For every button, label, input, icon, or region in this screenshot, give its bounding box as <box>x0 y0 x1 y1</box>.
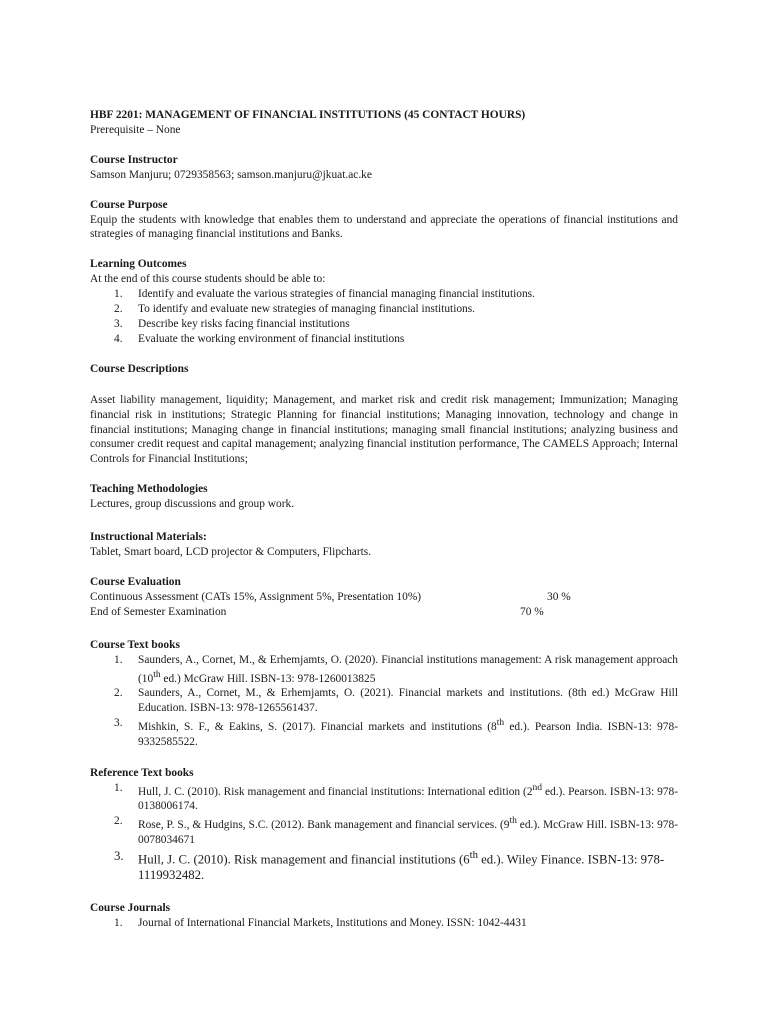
course-outline-page <box>90 108 678 931</box>
instructor-heading: Course Instructor <box>90 153 178 166</box>
citation-text: ed.). Wiley Finance. ISBN-13: 978-1119932482. <box>138 852 665 883</box>
list-number: 3. <box>114 848 124 863</box>
outcomes-heading: Learning Outcomes <box>90 258 187 271</box>
textbooks-list <box>90 653 678 750</box>
list-number: 4. <box>114 332 123 345</box>
citation-text: ed.) McGraw Hill. ISBN-13: 978-1260013825 <box>160 672 376 685</box>
list-item <box>90 716 678 750</box>
materials-heading: Instructional Materials: <box>90 531 207 544</box>
descriptions-text: Asset liability management, liquidity; Management, and market risk and credit risk management; Immunization; Managing financial risk in institutions; Strategic Planning for financial institutions; Managing innovation, technology and change in financial institutions; Managing change in financial institutions; managing small financial institutions; analyzing business and consumer credit request and capital management; analyzing financial institution performance, The CAMELS Approach; Internal Controls for Financial Institutions; <box>90 393 678 466</box>
instructor-text: Samson Manjuru; 0729358563; samson.manjuru@jkuat.ac.ke <box>90 168 372 181</box>
teaching-heading: Teaching Methodologies <box>90 483 208 496</box>
superscript: th <box>153 669 161 680</box>
citation-text: Saunders, A., Cornet, M., & Erhemjamts, O. (2021). Financial markets and institutions. (8th ed.) McGraw Hill Education. ISBN-13: 978-1265561437. <box>138 687 678 715</box>
superscript: nd <box>532 782 543 793</box>
list-item <box>90 287 678 302</box>
list-number: 1. <box>114 781 123 794</box>
citation-text: Mishkin, S. F., & Eakins, S. (2017). Financial markets and institutions (8 <box>138 720 497 733</box>
purpose-heading: Course Purpose <box>90 198 168 211</box>
list-item-text: Journal of International Financial Markets, Institutions and Money. ISSN: 1042-4431 <box>138 916 527 929</box>
list-item-text: To identify and evaluate new strategies of managing financial institutions. <box>138 303 476 316</box>
list-item <box>90 781 678 815</box>
list-item <box>90 848 678 883</box>
course-title: HBF 2201: MANAGEMENT OF FINANCIAL INSTITUTIONS (45 CONTACT HOURS) <box>90 109 526 121</box>
list-number: 1. <box>114 653 123 666</box>
list-number: 3. <box>114 717 123 730</box>
superscript: th <box>469 849 478 861</box>
list-item <box>90 653 678 687</box>
list-item-text: Evaluate the working environment of financial institutions <box>138 332 405 345</box>
citation-text: Hull, J. C. (2010). Risk management and financial institutions (6 <box>138 852 470 867</box>
list-number: 2. <box>114 687 123 700</box>
list-number: 3. <box>114 317 123 330</box>
evaluation-value: 70 % <box>520 605 544 618</box>
evaluation-heading: Course Evaluation <box>90 575 181 588</box>
evaluation-label: Continuous Assessment (CATs 15%, Assignment 5%, Presentation 10%) <box>90 590 422 603</box>
evaluation-value: 30 % <box>547 590 571 603</box>
citation-text: Rose, P. S., & Hudgins, S.C. (2012). Bank management and financial services. (9 <box>138 819 510 831</box>
evaluation-row-exam <box>90 605 678 620</box>
journals-list <box>90 916 678 931</box>
citation-text: ed.). Pearson India. ISBN-13: 978-9332585522. <box>138 720 678 748</box>
outcomes-intro: At the end of this course students should be able to: <box>90 273 326 286</box>
references-list <box>90 781 678 883</box>
list-item-text: Identify and evaluate the various strategies of financial managing financial institutions. <box>138 288 535 301</box>
references-heading: Reference Text books <box>90 766 194 779</box>
teaching-text: Lectures, group discussions and group work. <box>90 498 295 511</box>
list-item <box>90 686 678 716</box>
citation-text: ed.). Pearson. ISBN-13: 978-0138006174. <box>138 785 678 813</box>
citation-text: ed.). McGraw Hill. ISBN-13: 978-0078034671 <box>138 819 678 846</box>
citation-text: Hull, J. C. (2010). Risk management and financial institutions: International edition (2 <box>138 785 533 798</box>
list-item <box>90 302 678 317</box>
materials-text: Tablet, Smart board, LCD projector & Computers, Flipcharts. <box>90 545 372 558</box>
list-item-text: Describe key risks facing financial institutions <box>138 317 350 330</box>
purpose-text: Equip the students with knowledge that enables them to understand and appreciate the operations of financial institutions and strategies of managing financial institutions and Banks. <box>90 213 678 241</box>
descriptions-heading: Course Descriptions <box>90 362 189 375</box>
textbooks-heading: Course Text books <box>90 638 180 651</box>
list-number: 2. <box>114 303 123 316</box>
list-item <box>90 814 678 848</box>
superscript: th <box>496 718 505 729</box>
superscript: th <box>509 816 517 827</box>
list-number: 1. <box>114 288 123 301</box>
outcomes-list <box>90 287 678 347</box>
citation-text: Saunders, A., Cornet, M., & Erhemjamts, O. (2020). Financial institutions management: A risk management approach (10 <box>138 653 678 685</box>
evaluation-row-cat <box>90 590 678 605</box>
prerequisite-text: Prerequisite – None <box>90 123 181 136</box>
list-item <box>90 332 678 347</box>
list-number: 1. <box>114 916 123 929</box>
list-item <box>90 317 678 332</box>
list-item <box>90 916 678 931</box>
evaluation-label: End of Semester Examination <box>90 605 227 618</box>
journals-heading: Course Journals <box>90 902 171 915</box>
list-number: 2. <box>114 815 123 828</box>
